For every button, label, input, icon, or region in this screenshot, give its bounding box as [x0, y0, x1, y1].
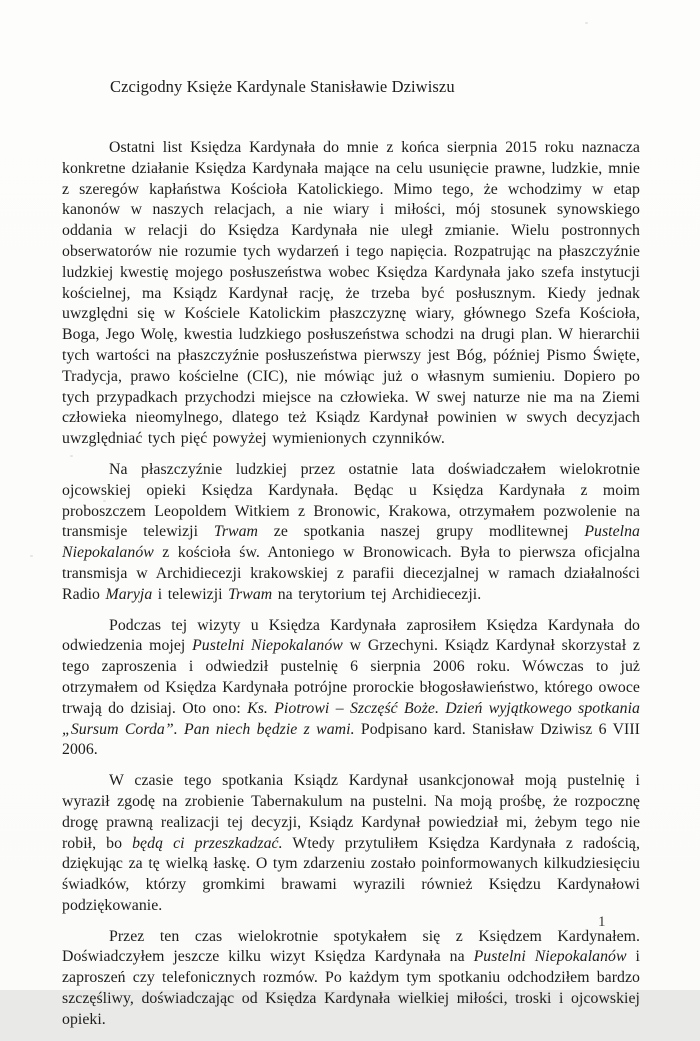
paragraph	[62, 460, 640, 606]
scan-speckle	[585, 22, 588, 24]
salutation-line: Czcigodny Księże Kardynale Stanisławie Dziwiszu	[110, 77, 455, 96]
italic-text-segment: Pustelni Niepokalanów	[473, 948, 627, 966]
text-segment: Podpisano kard. Stanisław Dziwisz 6 VIII 2006.	[62, 720, 640, 759]
text-segment: ze spotkania naszej grupy modlitewnej	[258, 523, 585, 541]
paragraph	[62, 771, 640, 917]
text-segment: w Grzechyni. Ksiądz Kardynał skorzystał z tego zaproszenia i odwiedził pustelnię 6 sierpnia 2006 roku. Wówczas to już otrzymałem od Księdza Kardynała potrójne prorockie błogosławieństwo, którego owoce trwają do dzisiaj. Oto ono:	[62, 637, 640, 717]
italic-text-segment: będą ci przeszkadzać.	[132, 834, 283, 852]
paragraph	[62, 616, 640, 762]
text-segment: Przez ten czas wielokrotnie spotykałem się z Księdzem Kardynałem. Doświadczyłem jeszcze kilku wizyt Księdza Kardynała na	[62, 927, 640, 966]
italic-text-segment: Ks. Piotrowi – Szczęść Boże. Dzień wyjątkowego spotkania „Sursum Corda”. Pan niech będzie z wami.	[62, 699, 640, 738]
page-number: 1	[598, 914, 606, 930]
italic-text-segment: Pustelni Niepokalanów	[192, 637, 343, 655]
italic-text-segment: Trwam	[213, 523, 259, 541]
letter-content	[62, 76, 640, 1041]
text-segment: Ostatni list Księdza Kardynała do mnie z końca sierpnia 2015 roku naznacza konkretne działanie Księdza Kardynała mające na celu usunięcie prawne, ludzkie, mnie z szeregów kapłaństwa Kościoła Katolickiego. Mimo tego, że wchodzimy w etap kanonów w naszych relacjach, a nie wiary i miłości, mój stosunek synowskiego oddania w relacji do Księdza Kardynała nie uległ zmianie. Wielu postronnych obserwatorów nie rozumie tych wydarzeń i tego napięcia. Rozpatrując na płaszczyźnie ludzkiej kwestię mojego posłuszeństwa wobec Księdza Kardynała jako szefa instytucji kościelnej, ma Ksiądz Kardynał rację, że trzeba być posłusznym. Kiedy jednak uwzględni się w Kościele Katolickim płaszczyznę wiary, głównego Szefa Kościoła, Boga, Jego Wolę, kwestia ludzkiego posłuszeństwa schodzi na drugi plan. W hierarchii tych wartości na płaszczyźnie posłuszeństwa pierwszy jest Bóg, później Pismo Święte, Tradycja, prawo kościelne (CIC), nie mówiąc już o własnym sumieniu. Dopiero po tych przypadkach przychodzi miejsce na człowieka. W swej naturze nie ma na Ziemi człowieka nieomylnego, dlatego też Ksiądz Kardynał powinien w swych decyzjach uwzględniać tych pięć powyżej wymienionych czynników.	[62, 139, 640, 448]
letter-body	[62, 138, 640, 1031]
italic-text-segment: Maryja	[105, 585, 153, 603]
text-segment: i telewizji	[152, 585, 229, 603]
paragraph	[62, 138, 640, 450]
text-segment: na terytorium tej Archidiecezji.	[272, 585, 482, 603]
paragraph	[62, 927, 640, 1031]
text-segment: Wtedy przytuliłem Księdza Kardynała z radością, dziękując za tę wielką łaskę. O tym zdarzeniu zostało poinformowanych kilkudziesięciu świadków, którzy gromkimi brawami wyrazili również Księdzu Kardynałowi podziękowanie.	[62, 834, 640, 914]
text-segment: z kościoła św. Antoniego w Bronowicach. Była to pierwsza oficjalna transmisja w Archidiecezji krakowskiej z parafii diecezjalnej w ramach działalności Radio	[62, 544, 640, 603]
scan-speckle	[30, 555, 33, 557]
text-segment: Podczas tej wizyty u Księdza Kardynała zaprosiłem Księdza Kardynała do odwiedzenia mojej	[62, 616, 640, 655]
text-segment: i zaproszeń czy telefonicznych rozmów. Po każdym tym spotkaniu odchodziłem bardzo szczęśliwy, doświadczając od Księdza Kardynała wielkiej miłości, troski i ojcowskiej opieki.	[62, 948, 640, 1028]
italic-text-segment: Trwam	[228, 585, 273, 603]
text-segment: Na płaszczyźnie ludzkiej przez ostatnie lata doświadczałem wielokrotnie ojcowskiej opieki Księdza Kardynała. Będąc u Księdza Kardynała z moim proboszczem Leopoldem Witkiem z Bronowic, Krakowa, otrzymałem pozwolenie na transmisje telewizji	[62, 460, 640, 541]
text-segment: W czasie tego spotkania Ksiądz Kardynał usankcjonował moją pustelnię i wyraził zgodę na zrobienie Tabernakulum na pustelni. Na moją prośbę, że rozpocznę drogę prawną realizacji tej decyzji, Ksiądz Kardynał powiedział mi, żebym tego nie robił, bo	[62, 772, 640, 852]
italic-text-segment: Pustelna Niepokalanów	[62, 523, 640, 562]
